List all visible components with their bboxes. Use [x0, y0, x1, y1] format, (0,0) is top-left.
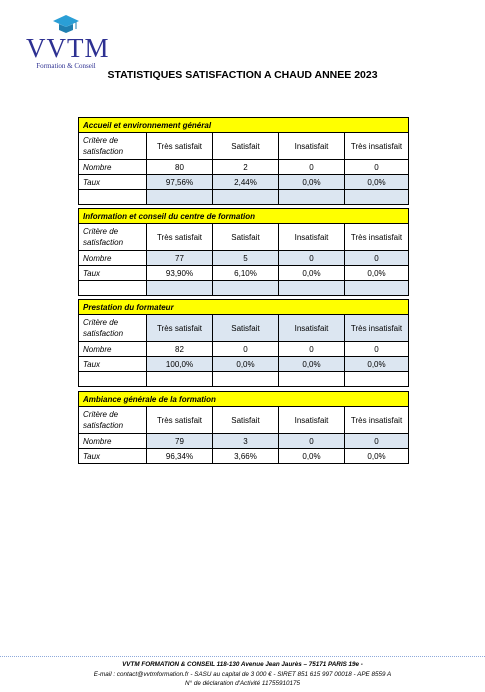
count-cell: 0	[345, 251, 409, 266]
count-cell: 0	[279, 342, 345, 357]
count-cell: 5	[213, 251, 279, 266]
footer-divider	[0, 656, 485, 657]
empty-cell	[213, 281, 279, 296]
column-header: Très satisfait	[147, 133, 213, 160]
empty-cell	[79, 372, 147, 387]
rate-cell: 0,0%	[213, 357, 279, 372]
count-cell: 0	[279, 160, 345, 175]
count-label: Nombre	[79, 342, 147, 357]
empty-cell	[345, 281, 409, 296]
rate-cell: 96,34%	[147, 449, 213, 464]
column-header: Satisfait	[213, 407, 279, 434]
rate-label: Taux	[79, 175, 147, 190]
empty-cell	[147, 281, 213, 296]
empty-cell	[79, 281, 147, 296]
count-label: Nombre	[79, 434, 147, 449]
empty-cell	[279, 372, 345, 387]
column-header: Très insatisfait	[345, 133, 409, 160]
rate-cell: 0,0%	[279, 175, 345, 190]
count-cell: 0	[279, 251, 345, 266]
criteria-label: Critère de satisfaction	[79, 315, 147, 342]
footer-contact: E-mail : contact@vvtmformation.fr - SASU au capital de 3 000 € - SIRET 851 615 997 00018 - APE 8559 A	[93, 670, 392, 678]
column-header: Satisfait	[213, 133, 279, 160]
rate-cell: 0,0%	[279, 266, 345, 281]
count-cell: 0	[213, 342, 279, 357]
rate-label: Taux	[79, 357, 147, 372]
count-cell: 0	[345, 160, 409, 175]
footer-address: VVTM FORMATION & CONSEIL 118-130 Avenue Jean Jaurès – 75171 PARIS 19e -	[122, 661, 363, 668]
empty-cell	[213, 190, 279, 205]
count-cell: 79	[147, 434, 213, 449]
rate-label: Taux	[79, 449, 147, 464]
count-cell: 2	[213, 160, 279, 175]
count-cell: 80	[147, 160, 213, 175]
logo-tagline: Formation & Conseil	[36, 62, 96, 70]
rate-cell: 0,0%	[279, 449, 345, 464]
criteria-label: Critère de satisfaction	[79, 133, 147, 160]
count-cell: 3	[213, 434, 279, 449]
count-cell: 82	[147, 342, 213, 357]
rate-cell: 0,0%	[279, 357, 345, 372]
column-header: Satisfait	[213, 224, 279, 251]
section-table-ambiance	[78, 391, 409, 464]
rate-cell: 97,56%	[147, 175, 213, 190]
column-header: Insatisfait	[279, 315, 345, 342]
column-header: Très insatisfait	[345, 407, 409, 434]
count-label: Nombre	[79, 160, 147, 175]
logo-brand: VVTM	[26, 33, 110, 63]
empty-cell	[79, 190, 147, 205]
rate-cell: 100,0%	[147, 357, 213, 372]
rate-cell: 6,10%	[213, 266, 279, 281]
empty-cell	[213, 372, 279, 387]
page-title: STATISTIQUES SATISFACTION A CHAUD ANNEE 2023	[107, 69, 378, 81]
column-header: Très satisfait	[147, 224, 213, 251]
count-cell: 0	[345, 342, 409, 357]
empty-cell	[279, 190, 345, 205]
count-cell: 77	[147, 251, 213, 266]
graduation-cap-icon	[52, 14, 80, 34]
section-heading: Ambiance générale de la formation	[79, 392, 409, 407]
column-header: Très insatisfait	[345, 224, 409, 251]
section-table-accueil	[78, 117, 409, 205]
empty-cell	[279, 281, 345, 296]
column-header: Insatisfait	[279, 407, 345, 434]
page-footer	[0, 660, 485, 689]
column-header: Très satisfait	[147, 407, 213, 434]
rate-cell: 0,0%	[345, 175, 409, 190]
rate-label: Taux	[79, 266, 147, 281]
section-table-information	[78, 208, 409, 296]
empty-cell	[345, 190, 409, 205]
empty-cell	[147, 190, 213, 205]
criteria-label: Critère de satisfaction	[79, 224, 147, 251]
column-header: Satisfait	[213, 315, 279, 342]
section-table-prestation	[78, 299, 409, 387]
rate-cell: 0,0%	[345, 449, 409, 464]
column-header: Insatisfait	[279, 133, 345, 160]
count-label: Nombre	[79, 251, 147, 266]
column-header: Très satisfait	[147, 315, 213, 342]
criteria-label: Critère de satisfaction	[79, 407, 147, 434]
empty-cell	[345, 372, 409, 387]
section-heading: Information et conseil du centre de formation	[79, 209, 409, 224]
vvtm-logo	[26, 14, 110, 70]
section-heading: Accueil et environnement général	[79, 118, 409, 133]
rate-cell: 0,0%	[345, 357, 409, 372]
rate-cell: 93,90%	[147, 266, 213, 281]
count-cell: 0	[345, 434, 409, 449]
rate-cell: 2,44%	[213, 175, 279, 190]
rate-cell: 3,66%	[213, 449, 279, 464]
count-cell: 0	[279, 434, 345, 449]
section-heading: Prestation du formateur	[79, 300, 409, 315]
footer-declaration: N° de déclaration d'Activité 11755910175	[185, 680, 300, 687]
column-header: Très insatisfait	[345, 315, 409, 342]
empty-cell	[147, 372, 213, 387]
column-header: Insatisfait	[279, 224, 345, 251]
rate-cell: 0,0%	[345, 266, 409, 281]
